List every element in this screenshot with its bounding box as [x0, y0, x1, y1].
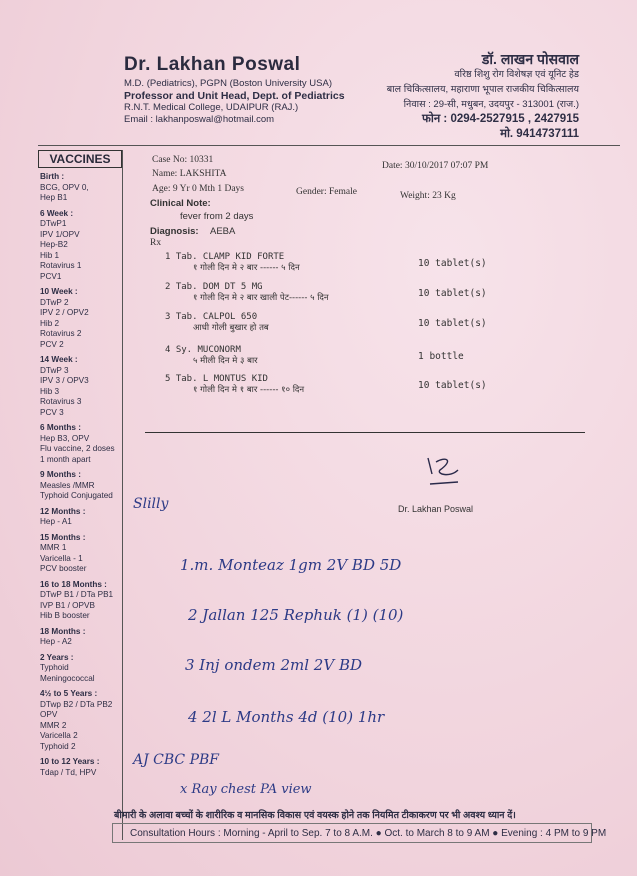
visit-date: Date: 30/10/2017 07:07 PM: [382, 161, 489, 171]
vaccine-item: IVP B1 / OPVB: [40, 600, 95, 610]
doctor-details-english: [124, 78, 345, 126]
signature-name: Dr. Lakhan Poswal: [398, 504, 474, 514]
clinical-note: fever from 2 days: [180, 211, 254, 222]
column-divider: [122, 150, 123, 840]
patient-weight: Weight: 23 Kg: [400, 191, 456, 201]
vaccine-item: IPV 2 / OPV2: [40, 308, 89, 317]
medication-item: [165, 282, 329, 303]
phone: फोन : 0294-2527915 , 2427915: [422, 113, 579, 125]
vaccine-item: IPV 1/OPV: [40, 229, 80, 239]
handwritten-line-7: x Ray chest PA view: [180, 782, 312, 797]
handwritten-line-5: 4 2l L Months 4d (10) 1hr: [188, 708, 385, 726]
doctor-details-hindi: [387, 52, 579, 142]
vaccine-item: Flu vaccine, 2 doses: [40, 444, 115, 453]
clinical-note-label: Clinical Note:: [150, 198, 211, 209]
email: Email : lakhanposwal@hotmail.com: [124, 114, 275, 125]
vaccine-item: Varicella - 1: [40, 553, 83, 563]
vaccine-section: [40, 757, 120, 778]
vaccine-age-heading: 10 to 12 Years :: [40, 757, 100, 766]
medication-item: [165, 252, 300, 273]
qualification-hindi: वरिष्ठ शिशु रोग विशेषज्ञ एवं यूनिट हेड: [454, 69, 579, 80]
vaccine-item: DTwP B1 / DTa PB1: [40, 590, 114, 599]
vaccine-item: DTwP 3: [40, 365, 69, 375]
signature-line: [145, 432, 585, 433]
vaccine-age-heading: 4½ to 5 Years :: [40, 689, 98, 698]
vaccine-item: Tdap / Td, HPV: [40, 767, 97, 777]
vaccine-section: [40, 470, 120, 502]
vaccine-age-heading: 15 Months :: [40, 532, 86, 542]
doctor-name-hindi: डॉ. लाखन पोसवाल: [481, 51, 579, 67]
vaccine-item: IPV 3 / OPV3: [40, 376, 89, 385]
medication-quantity: 1 bottle: [418, 351, 464, 362]
patient-gender: Gender: Female: [296, 187, 357, 197]
medication-quantity: 10 tablet(s): [418, 258, 487, 269]
vaccine-item: Meningococcal: [40, 673, 95, 683]
medication-dosage: ५ मीली दिन मे ३ बार: [193, 356, 258, 366]
vaccine-age-heading: 9 Months :: [40, 470, 81, 479]
vaccine-item: Hib 2: [40, 318, 60, 328]
doctor-name-english: Dr. Lakhan Poswal: [124, 54, 301, 75]
vaccine-item: DTwP 2: [40, 297, 69, 307]
medication-name: 1 Tab. CLAMP KID FORTE: [165, 252, 285, 262]
medication-name: 2 Tab. DOM DT 5 MG: [165, 282, 263, 292]
rx-symbol: Rx: [150, 238, 162, 248]
vaccine-age-heading: 6 Week :: [40, 208, 74, 218]
signature-scribble: [418, 452, 468, 492]
medication-name: 3 Tab. CALPOL 650: [165, 312, 258, 322]
vaccine-section: [40, 689, 120, 752]
vaccine-item: MMR 2: [40, 720, 67, 730]
vaccine-item: Hep - A1: [40, 517, 72, 526]
vaccine-item: DTwp B2 / DTa PB2: [40, 699, 113, 709]
vaccine-age-heading: 6 Months :: [40, 423, 81, 432]
handwritten-line-4: 3 Inj ondem 2ml 2V BD: [185, 656, 363, 674]
vaccine-item: BCG, OPV 0,: [40, 182, 89, 192]
college-hindi: बाल चिकित्सालय, महाराणा भूपाल राजकीय चिकित्सालय: [386, 84, 579, 95]
vaccine-item: Typhoid: [40, 663, 69, 672]
vaccine-item: Hib B booster: [40, 611, 90, 620]
medication-dosage: १ गोली दिन मे २ बार खाली पेट------ ५ दिन: [193, 293, 329, 303]
vaccine-item: Measles /MMR: [40, 480, 95, 490]
vaccine-item: PCV 2: [40, 339, 64, 349]
vaccine-age-heading: 10 Week :: [40, 287, 78, 296]
handwritten-line-6: AJ CBC PBF: [133, 752, 220, 768]
vaccine-age-heading: 16 to 18 Months :: [40, 579, 107, 589]
vaccine-item: Hep-B2: [40, 240, 68, 249]
case-number: Case No: 10331: [152, 155, 214, 165]
vaccines-title: VACCINES: [38, 150, 122, 168]
qualification: M.D. (Pediatrics), PGPN (Boston University USA): [124, 78, 332, 89]
vaccine-item: PCV 3: [40, 407, 64, 417]
vaccine-item: PCV1: [40, 271, 62, 281]
vaccine-item: Varicella 2: [40, 731, 78, 740]
vaccine-section: [40, 423, 120, 465]
vaccine-age-heading: 12 Months :: [40, 506, 86, 516]
vaccine-section: [40, 627, 120, 648]
medication-quantity: 10 tablet(s): [418, 380, 487, 391]
vaccine-item: Rotavirus 1: [40, 261, 82, 270]
vaccine-section: [40, 533, 120, 575]
vaccine-item: OPV: [40, 710, 58, 719]
vaccine-item: MMR 1: [40, 543, 67, 552]
medication-name: 5 Tab. L MONTUS KID: [165, 374, 268, 384]
medication-item: [165, 345, 258, 366]
vaccine-age-heading: 2 Years :: [40, 652, 74, 662]
designation: Professor and Unit Head, Dept. of Pediatrics: [124, 90, 345, 102]
handwritten-line-3: 2 Jallan 125 Rephuk (1) (10): [188, 606, 404, 624]
patient-name: Name: LAKSHITA: [152, 169, 227, 179]
vaccine-item: Rotavirus 3: [40, 397, 82, 406]
vaccine-item: Hep B1: [40, 193, 68, 202]
vaccine-section: [40, 172, 120, 204]
handwritten-line-2: 1.m. Monteaz 1gm 2V BD 5D: [180, 556, 402, 574]
vaccine-section: [40, 209, 120, 283]
vaccine-section: [40, 653, 120, 685]
vaccine-section: [40, 580, 120, 622]
college: R.N.T. Medical College, UDAIPUR (RAJ.): [124, 102, 299, 113]
vaccine-item: Hep B3, OPV: [40, 433, 90, 443]
footer-advice-hindi: बीमारी के अलावा बच्चों के शारीरिक व मानसिक विकास एवं वयस्क होने तक नियमित टीकाकरण पर भी अवश्य ध्यान दें।: [114, 810, 516, 821]
vaccine-section: [40, 287, 120, 350]
vaccine-item: DTwP1: [40, 219, 67, 228]
vaccine-item: Typhoid Conjugated: [40, 491, 113, 500]
medication-item: [165, 374, 304, 395]
medication-name: 4 Sy. MUCONORM: [165, 345, 241, 355]
vaccine-item: PCV booster: [40, 564, 87, 573]
vaccine-schedule: [40, 172, 120, 783]
medication-item: [165, 312, 269, 333]
address-hindi: निवास : 29-सी, मधुबन, उदयपुर - 313001 (राज.): [403, 99, 579, 110]
medication-dosage: १ गोली दिन मे १ बार ------ १० दिन: [193, 385, 305, 395]
medication-dosage: १ गोली दिन मे २ बार ------ ५ दिन: [193, 263, 300, 273]
vaccine-item: Typhoid 2: [40, 741, 76, 751]
header-divider: [38, 145, 620, 146]
mobile: मो. 9414737111: [500, 128, 579, 140]
vaccine-section: [40, 355, 120, 418]
vaccine-item: 1 month apart: [40, 454, 91, 464]
vaccine-item: Rotavirus 2: [40, 329, 82, 338]
handwritten-line-1: Slilly: [133, 496, 169, 512]
medication-quantity: 10 tablet(s): [418, 288, 487, 299]
patient-age: Age: 9 Yr 0 Mth 1 Days: [152, 184, 244, 194]
vaccine-age-heading: 14 Week :: [40, 355, 78, 364]
vaccine-item: Hep - A2: [40, 637, 72, 646]
vaccine-section: [40, 507, 120, 528]
vaccine-age-heading: 18 Months :: [40, 626, 86, 636]
medication-dosage: आधी गोली बुखार हो तब: [193, 323, 269, 333]
consultation-hours: Consultation Hours : Morning - April to Sep. 7 to 8 A.M. ● Oct. to March 8 to 9 AM ● Evening : 4 PM to 9 PM: [130, 828, 607, 839]
diagnosis: AEBA: [210, 226, 236, 237]
vaccine-item: Hib 3: [40, 386, 60, 396]
diagnosis-label: Diagnosis:: [150, 226, 199, 237]
vaccine-age-heading: Birth :: [40, 172, 65, 181]
vaccine-item: Hib 1: [40, 250, 60, 260]
medication-quantity: 10 tablet(s): [418, 318, 487, 329]
